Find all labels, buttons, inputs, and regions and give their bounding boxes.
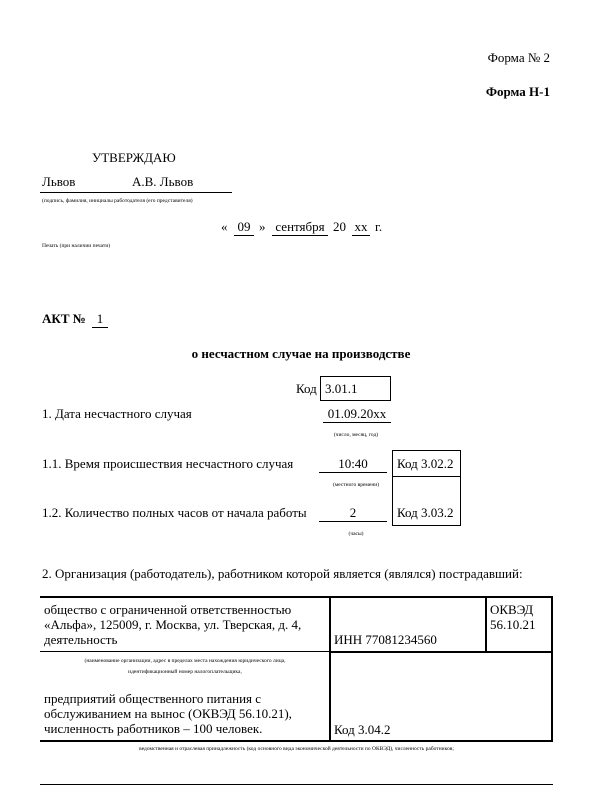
org-table-right: [551, 596, 553, 742]
form-number: Форма № 2: [487, 50, 550, 65]
org-name-underline: [40, 651, 330, 652]
bottom-rule: [40, 784, 553, 785]
hours-code: Код 3.03.2: [397, 505, 454, 520]
date-value: 01.09.20xx: [323, 406, 391, 423]
org-activity-line-2: обслуживанием на вынос (ОКВЭД 56.10.21),: [44, 706, 292, 721]
hours-code-box: [392, 476, 461, 526]
act-code-box: [320, 376, 391, 401]
hours-label: 1.2. Количество полных часов от начала работы: [42, 505, 307, 520]
approval-century: 20: [333, 219, 346, 234]
approval-month: сентября: [272, 219, 328, 236]
org-name-line-2: «Альфа», 125009, г. Москва, ул. Тверская, д. 4,: [44, 617, 302, 632]
org-activity-line-1: предприятий общественного питания с: [44, 691, 262, 706]
org-activity-code: Код 3.04.2: [334, 722, 391, 737]
org-name-line-1: общество с ограниченной ответственностью: [44, 602, 292, 617]
act-number: 1: [92, 311, 108, 328]
org-table-mid: [330, 651, 553, 653]
date-suffix: г.: [375, 219, 383, 234]
approver-name: А.В. Львов: [132, 174, 194, 189]
date-caption: (число, месяц, год): [333, 432, 379, 438]
org-inn: ИНН 77081234560: [334, 632, 437, 647]
stamp-caption: Печать (при наличии печати): [42, 243, 111, 249]
date-close-quote: »: [259, 219, 266, 234]
time-code: Код 3.02.2: [397, 456, 454, 471]
organization-heading: 2. Организация (работодатель), работником которой является (являлся) пострадавший:: [42, 566, 523, 581]
signature-caption: (подпись, фамилия, инициалы работодателя (его представителя): [42, 198, 193, 204]
approval-title: УТВЕРЖДАЮ: [92, 150, 176, 165]
org-name-caption-1: (наименование организации, адрес в пределах места нахождения юридического лица,: [84, 658, 286, 664]
time-value: 10:40: [319, 456, 387, 473]
approval-day: 09: [234, 219, 254, 236]
date-label: 1. Дата несчастного случая: [42, 406, 192, 421]
time-label: 1.1. Время происшествия несчастного случая: [42, 456, 294, 471]
approval-year: xx: [352, 219, 370, 236]
org-table-divider-2: [485, 596, 487, 653]
time-code-box: [392, 450, 461, 477]
org-name-block: [44, 602, 301, 647]
okved-block: [490, 602, 536, 632]
signature-line: [40, 174, 232, 193]
org-table-bottom: [40, 740, 553, 742]
org-table-top: [40, 596, 553, 598]
form-name: Форма Н-1: [485, 84, 550, 99]
hours-caption: (часы): [348, 531, 364, 537]
act-subtitle: о несчастном случае на производстве: [191, 346, 411, 361]
okved-label: ОКВЭД: [490, 602, 534, 617]
org-name-line-3: деятельность: [44, 632, 118, 647]
code-label: Код: [296, 381, 317, 396]
signature: Львов: [42, 174, 76, 189]
org-name-caption-2: идентификационный номер налогоплательщика,: [128, 669, 242, 675]
act-label: АКТ №: [42, 311, 86, 326]
date-open-quote: «: [221, 219, 228, 234]
org-activity-block: [44, 691, 292, 736]
okved-value: 56.10.21: [490, 617, 536, 632]
act-code-value: 3.01.1: [325, 381, 358, 396]
org-activity-caption: ведомственная и отраслевая принадлежность (код основного вида экономической деятельности по ОКВЭД), численность работников;: [139, 746, 454, 752]
hours-value: 2: [319, 505, 387, 522]
org-activity-line-3: численность работников – 100 человек.: [44, 721, 263, 736]
time-caption: (местного времени): [332, 482, 380, 488]
